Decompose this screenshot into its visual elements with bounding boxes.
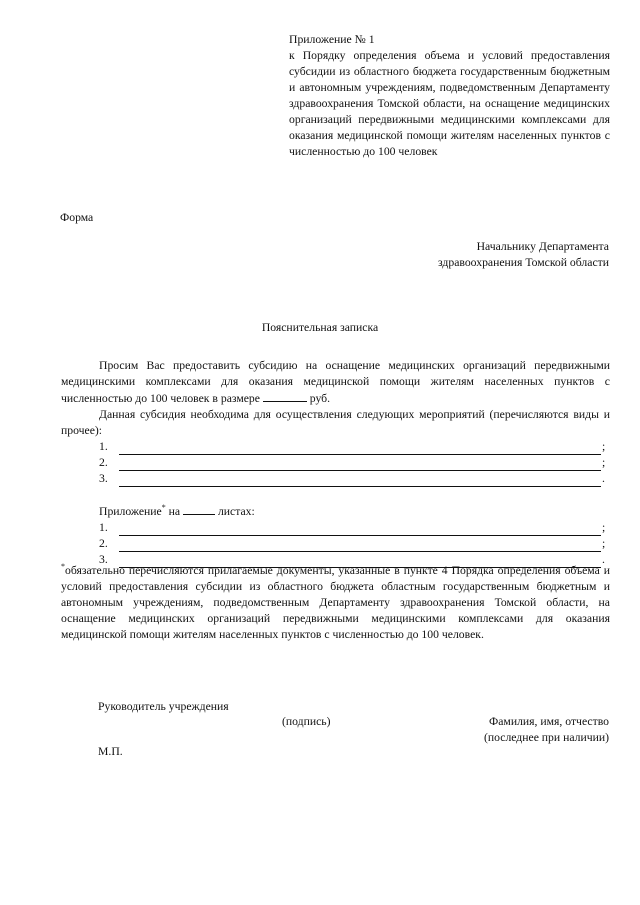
list-item bbox=[99, 471, 610, 487]
list-item-number: 2. bbox=[99, 456, 108, 469]
addressee-line-1: Начальнику Департамента bbox=[476, 240, 609, 253]
appendix-text: к Порядку определения объема и условий предоставления субсидии из областного бюджета государственным бюджетным и автономным учреждениям, подведомственным Департаменту здравоохранения Томской области, на оснащение медицинских организаций передвижными медицинскими комплексами для оказания медицинской помощи жителям населенных пунктов с численностью до 100 человек bbox=[289, 49, 610, 158]
sheets-count-blank[interactable] bbox=[183, 503, 215, 515]
addressee bbox=[438, 239, 609, 271]
fill-line[interactable] bbox=[119, 474, 601, 487]
document-title: Пояснительная записка bbox=[261, 321, 379, 334]
list-item-end: ; bbox=[602, 440, 606, 453]
name-note: (последнее при наличии) bbox=[483, 731, 609, 744]
name-label-block bbox=[484, 714, 609, 746]
stamp-label: М.П. bbox=[98, 745, 123, 758]
attachment-marker: * bbox=[161, 503, 166, 513]
list-item-number: 1. bbox=[99, 521, 108, 534]
list-item-end: ; bbox=[602, 456, 606, 469]
fill-line[interactable] bbox=[119, 458, 601, 471]
attachment-sheets: листах: bbox=[217, 505, 255, 518]
list-item-number: 2. bbox=[99, 537, 108, 550]
list-item-number: 3. bbox=[99, 472, 108, 485]
appendix-header bbox=[289, 32, 610, 160]
attachment-list bbox=[99, 520, 610, 568]
fill-line[interactable] bbox=[119, 442, 601, 455]
name-label: Фамилия, имя, отчество bbox=[489, 715, 609, 728]
list-item bbox=[99, 536, 610, 552]
form-label: Форма bbox=[60, 211, 94, 224]
list-item-number: 1. bbox=[99, 440, 108, 453]
attachment-on: на bbox=[168, 505, 181, 518]
request-text: Просим Вас предоставить субсидию на оснащение медицинских организаций передвижными медицинскими комплексами для оказания медицинской помощи жителям населенных пунктов с численностью до 100 человек в размере bbox=[61, 359, 610, 405]
signature-label: (подпись) bbox=[282, 715, 331, 728]
footnote bbox=[61, 563, 610, 643]
addressee-line-2: здравоохранения Томской области bbox=[438, 256, 609, 269]
list-item-number: 3. bbox=[99, 553, 108, 566]
list-item-end: ; bbox=[602, 537, 606, 550]
footnote-text: обязательно перечисляются прилагаемые документы, указанные в пункте 4 Порядка определения объема и условий предоставления субсидии из областного бюджета областным государственным бюджетным и автономным учреждениям, подведомственным Департаменту здравоохранения Томской области, на оснащение медицинских организаций передвижными медицинскими комплексами для оказания медицинской помощи жителям населенных пунктов с численностью до 100 человек. bbox=[61, 564, 610, 641]
purpose-list bbox=[99, 439, 610, 487]
footnote-marker: * bbox=[61, 562, 65, 572]
request-paragraph bbox=[61, 358, 610, 407]
fill-line[interactable] bbox=[119, 539, 601, 552]
attachment-label: Приложение bbox=[99, 505, 162, 518]
attachment-line bbox=[99, 503, 610, 520]
list-item bbox=[99, 520, 610, 536]
list-item bbox=[99, 439, 610, 455]
request-currency: руб. bbox=[309, 392, 331, 405]
fill-line[interactable] bbox=[119, 523, 601, 536]
purpose-paragraph: Данная субсидия необходима для осуществления следующих мероприятий (перечисляются виды и прочее): bbox=[61, 408, 610, 437]
signature-role: Руководитель учреждения bbox=[98, 700, 229, 713]
list-item bbox=[99, 455, 610, 471]
list-item-end: . bbox=[602, 553, 605, 566]
amount-blank[interactable] bbox=[263, 390, 307, 402]
appendix-number: Приложение № 1 bbox=[289, 33, 375, 46]
document-body bbox=[61, 358, 610, 568]
list-item-end: ; bbox=[602, 521, 606, 534]
list-item-end: . bbox=[602, 472, 605, 485]
